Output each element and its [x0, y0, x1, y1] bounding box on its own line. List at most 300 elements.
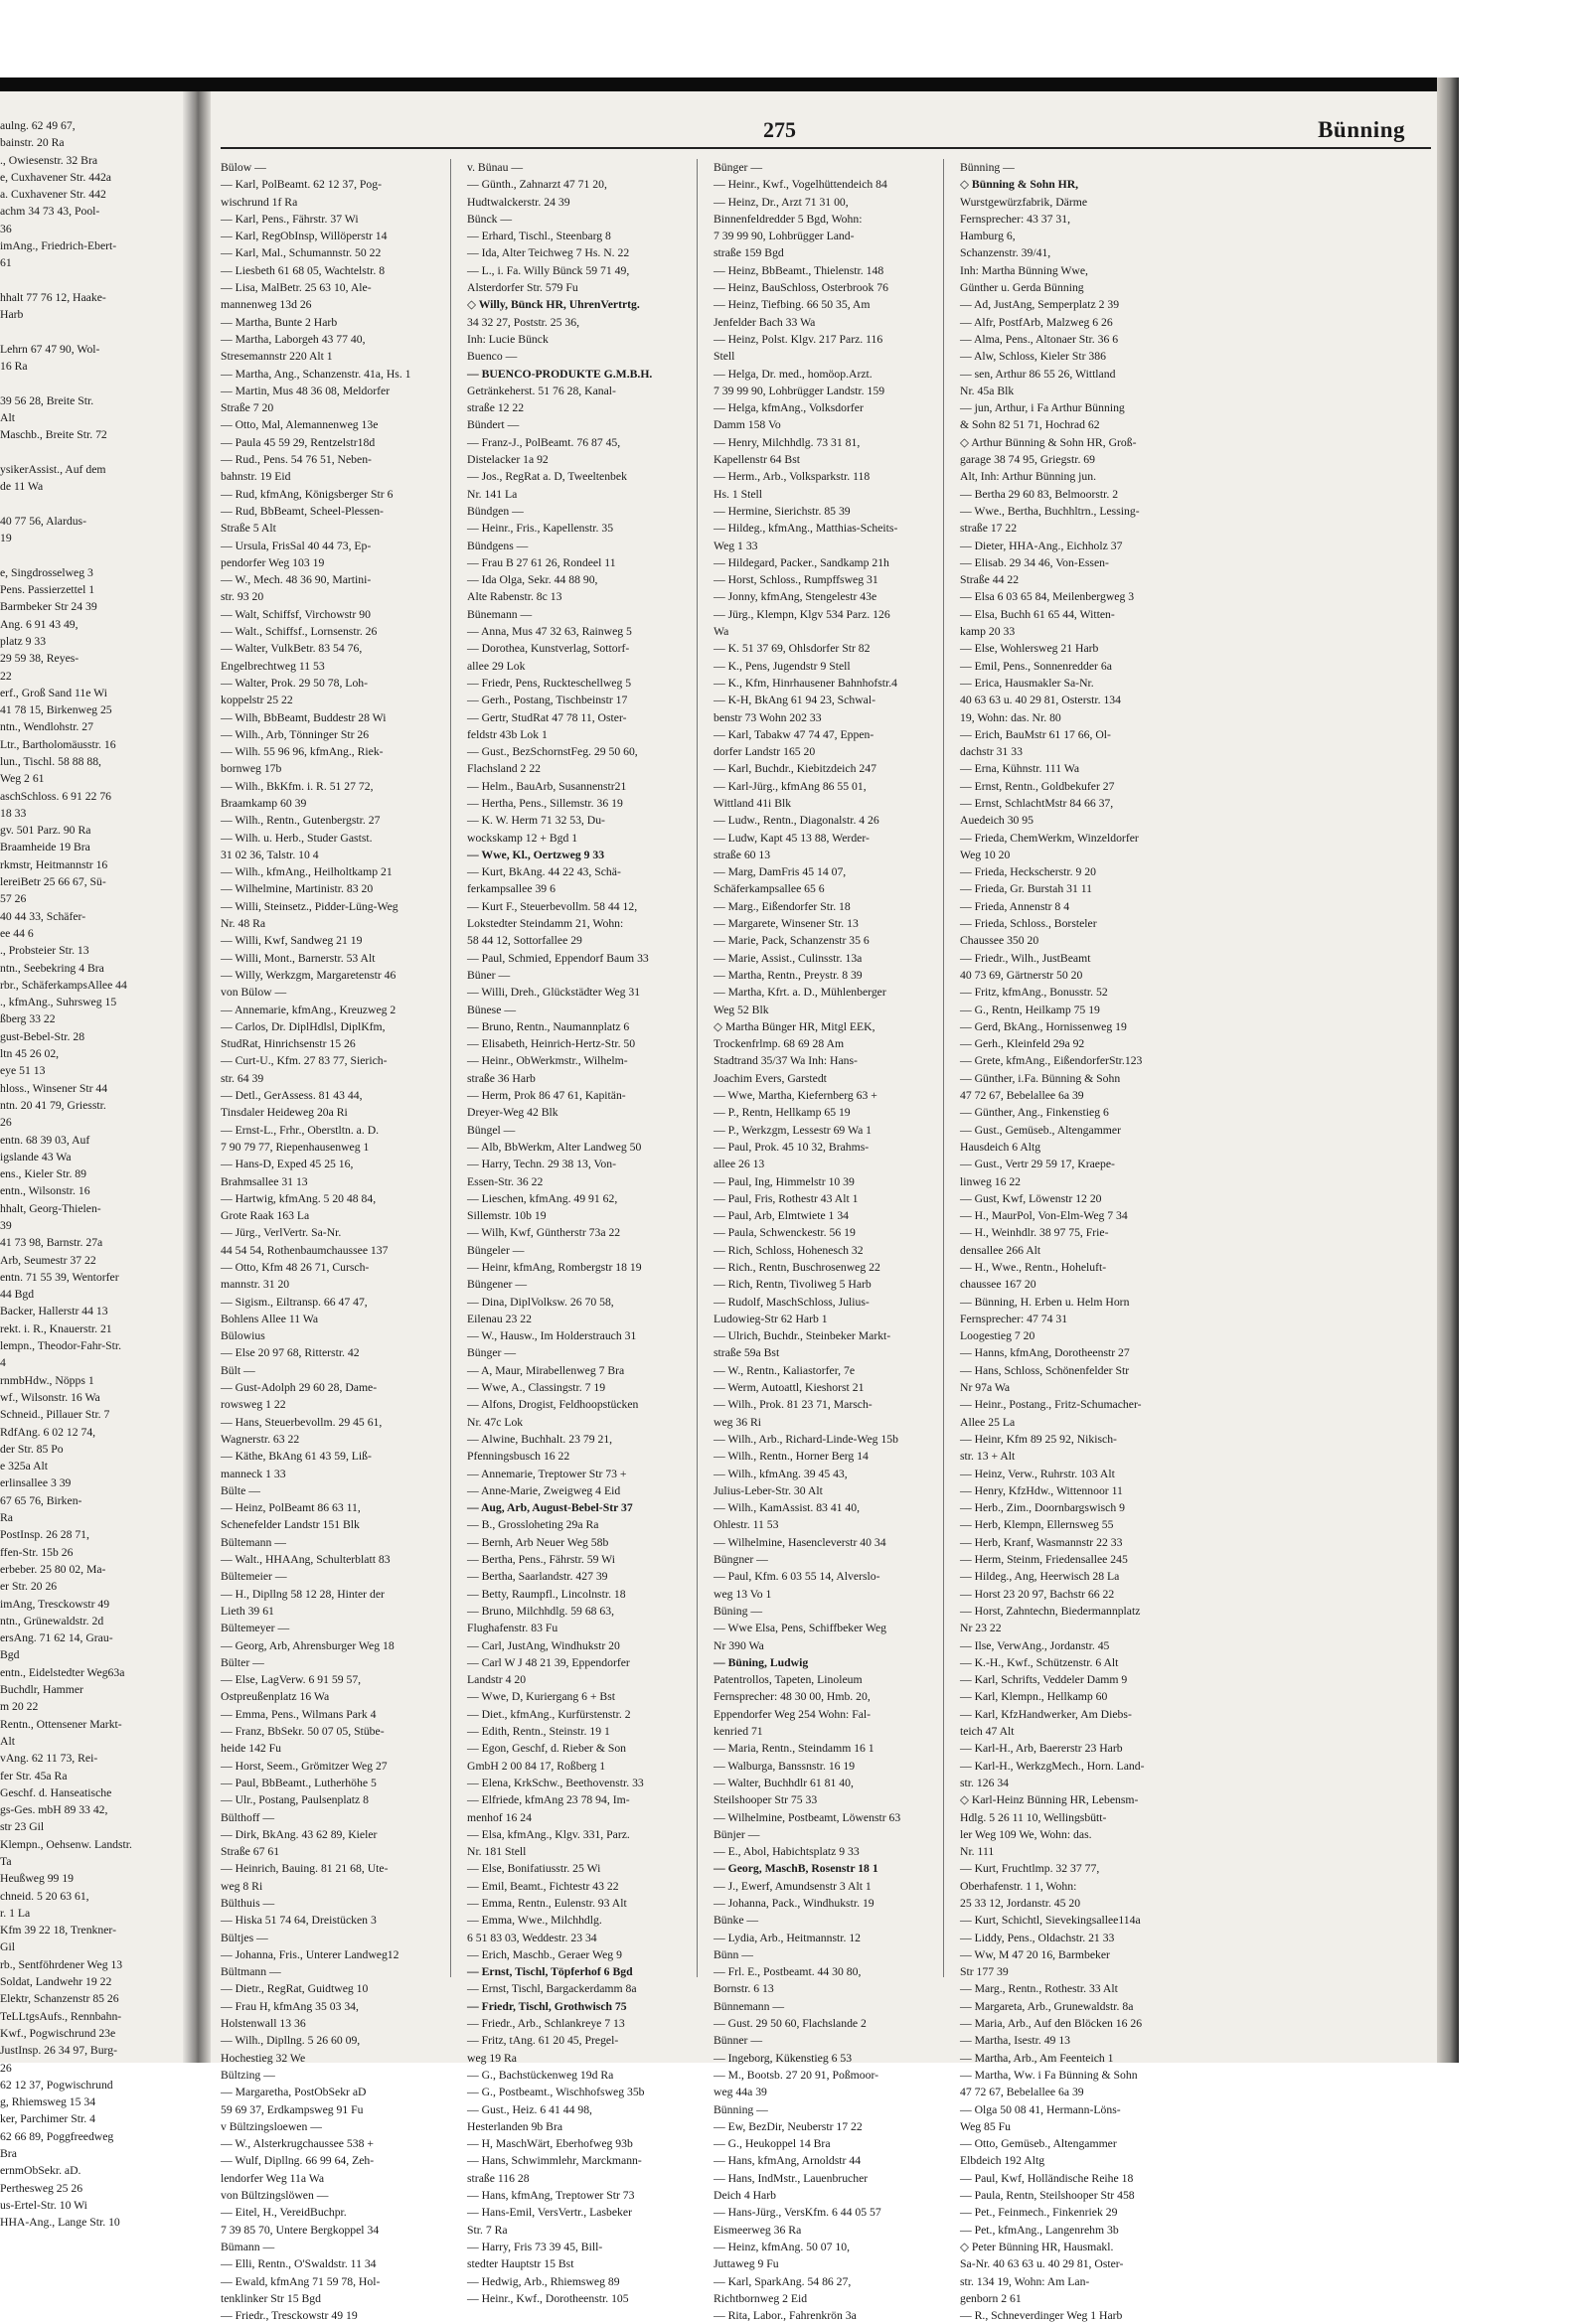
directory-entry-line: — Bünning, H. Erben u. Helm Horn — [960, 1295, 1130, 1309]
directory-entry-line: — Elli, Rentn., O'Swaldstr. 11 34 — [221, 2257, 377, 2271]
directory-entry-line: pendorfer Weg 103 19 — [221, 555, 325, 569]
directory-entry-line: — Willi, Dreh., Glückstädter Weg 31 — [467, 986, 641, 1000]
directory-entry-line: — Elsa 6 03 65 84, Meilenbergweg 3 — [960, 590, 1135, 604]
left-page-line: 19 — [0, 532, 12, 545]
directory-entry-line: allee 26 13 — [714, 1158, 765, 1171]
left-page-line: ernmObSekr. aD. — [0, 2164, 81, 2178]
directory-entry-line: — Hiska 51 74 64, Dreistücken 3 — [221, 1914, 377, 1928]
directory-entry-line: — Hans, Schloss, Schönenfelder Str — [960, 1363, 1130, 1377]
left-page-line: aulng. 62 49 67, — [0, 119, 76, 132]
directory-entry-line: — Ludw, Kapt 45 13 88, Werder- — [714, 831, 870, 845]
directory-entry-line: ◇ Willy, Bünck HR, UhrenVertrtg. — [467, 298, 640, 312]
directory-entry-line: — Lydia, Arb., Heitmannstr. 12 — [714, 1931, 862, 1944]
directory-entry-line: — Willi, Steinsetz., Pidder-Lüng-Weg — [221, 899, 398, 913]
directory-entry-line: 25 33 12, Jordanstr. 45 20 — [960, 1896, 1081, 1910]
directory-entry-line: — Alwine, Buchhalt. 23 79 21, — [467, 1432, 613, 1446]
directory-entry-line: — Hedwig, Arb., Rhiemsweg 89 — [467, 2274, 620, 2288]
left-page-line: ntn., Grünewaldstr. 2d — [0, 1614, 104, 1627]
directory-entry-line: Richtbornweg 2 Eid — [714, 2291, 808, 2305]
directory-entry-line: — Alb, BbWerkm, Alter Landweg 50 — [467, 1140, 642, 1154]
directory-entry-line: — Walter, Prok. 29 50 78, Loh- — [221, 676, 369, 690]
left-page-line: e 325a Alt — [0, 1460, 49, 1473]
directory-entry-line: garage 38 74 95, Griegstr. 69 — [960, 453, 1095, 467]
directory-entry-line: — Wilhelmine, Hasencleverstr 40 34 — [714, 1535, 886, 1549]
directory-entry-line: Oberhafenstr. 1 1, Wohn: — [960, 1879, 1077, 1893]
directory-entry-line: — Henry, Milchhdlg. 73 31 81, — [714, 435, 861, 449]
left-page-line: platz 9 33 — [0, 634, 47, 648]
directory-entry-line: Hdlg. 5 26 11 10, Wellingsbütt- — [960, 1810, 1107, 1824]
directory-entry-line: Nr. 45a Blk — [960, 384, 1015, 397]
directory-entry-line: — Martha, Arb., Am Feenteich 1 — [960, 2051, 1114, 2065]
directory-entry-line: — Wilhelmine, Postbeamt, Löwenstr 63 — [714, 1810, 901, 1824]
directory-entry-line: Weg 10 20 — [960, 848, 1011, 861]
directory-entry-line: — Büning, Ludwig — [714, 1655, 809, 1669]
directory-entry-line: — Gerd, BkAng., Hornissenweg 19 — [960, 1019, 1127, 1033]
directory-entry-line: — Gust, Kwf, Löwenstr 12 20 — [960, 1191, 1102, 1205]
left-page-line: bainstr. 20 Ra — [0, 136, 65, 150]
left-page-line: 22 — [0, 669, 12, 683]
directory-entry-line: — Karl-H., Arb, Baererstr 23 Harb — [960, 1742, 1123, 1756]
directory-entry-line: — Else 20 97 68, Ritterstr. 42 — [221, 1346, 360, 1360]
directory-entry-line: Lokstedter Steindamm 21, Wohn: — [467, 917, 624, 931]
directory-entry-line: — Bruno, Milchhdlg. 59 68 63, — [467, 1604, 615, 1618]
directory-entry-line: — Erhard, Tischl., Steenbarg 8 — [467, 230, 611, 243]
directory-entry-line: — Annemarie, kfmAng., Kreuzweg 2 — [221, 1003, 397, 1016]
directory-entry-line: — Paula, Rentn, Steilshooper Str 458 — [960, 2189, 1135, 2203]
left-page-line: 29 59 38, Reyes- — [0, 652, 80, 666]
directory-entry-line: Nr 97a Wa — [960, 1381, 1011, 1395]
left-page-line: 41 73 98, Barnstr. 27a — [0, 1236, 103, 1250]
directory-entry-line: str. 126 34 — [960, 1776, 1010, 1789]
left-page-line: Rentn., Ottensener Markt- — [0, 1717, 122, 1731]
left-page-line: rekt. i. R., Knauerstr. 21 — [0, 1321, 112, 1335]
directory-entry-line: — Curt-U., Kfm. 27 83 77, Sierich- — [221, 1054, 388, 1068]
left-page-line: de 11 Wa — [0, 480, 44, 494]
directory-entry-line: — B., Grossloheting 29a Ra — [467, 1518, 599, 1532]
directory-entry-line: — Detl., GerAssess. 81 43 44, — [221, 1089, 363, 1103]
directory-entry-line: — Anna, Mus 47 32 63, Rainweg 5 — [467, 625, 632, 639]
directory-entry-line: — Annemarie, Treptower Str 73 + — [467, 1467, 627, 1480]
directory-entry-line: — Emil, Pens., Sonnenredder 6a — [960, 659, 1112, 673]
directory-entry-line: — Elsa, kfmAng., Klgv. 331, Parz. — [467, 1827, 630, 1841]
left-page-line: Arb, Seumestr 37 22 — [0, 1253, 96, 1267]
directory-entry-line: — Horst 23 20 97, Bachstr 66 22 — [960, 1587, 1115, 1601]
directory-entry-line: dachstr 31 33 — [960, 745, 1023, 759]
directory-entry-line: — Helga, Dr. med., homöop.Arzt. — [714, 367, 873, 381]
directory-entry-line: — Dorothea, Kunstverlag, Sottorf- — [467, 642, 630, 656]
left-page-line: hhalt, Georg-Thielen- — [0, 1201, 101, 1215]
directory-entry-line: — R., Schneverdinger Weg 1 Harb — [960, 2309, 1123, 2323]
directory-entry-line: — Otto, Gemüseb., Altengammer — [960, 2137, 1117, 2151]
left-page-line: g, Rhiemsweg 15 34 — [0, 2095, 96, 2109]
directory-entry-line: genborn 2 61 — [960, 2291, 1022, 2305]
directory-entry-line: — Hanns, kfmAng, Dorotheenstr 27 — [960, 1346, 1130, 1360]
left-page-line: ens., Kieler Str. 89 — [0, 1167, 86, 1181]
left-page-line: 61 — [0, 256, 12, 270]
directory-entry-line: — Karl, Tabakw 47 74 47, Eppen- — [714, 727, 874, 741]
directory-entry-line: — Bertha 29 60 83, Belmoorstr. 2 — [960, 487, 1119, 501]
directory-entry-line: Bülthuis — — [221, 1896, 275, 1910]
directory-entry-line: Bültmann — — [221, 1965, 281, 1979]
directory-entry-line: — Wwe, Martha, Kiefernberg 63 + — [714, 1089, 877, 1103]
directory-entry-line: Bünke — — [714, 1914, 759, 1928]
directory-entry-line: — Elena, KrkSchw., Beethovenstr. 33 — [467, 1776, 644, 1789]
directory-entry-line: — Rita, Labor., Fahrenkrön 3a — [714, 2309, 857, 2323]
left-page-line: 40 44 33, Schäfer- — [0, 909, 86, 923]
directory-entry-line: — Dina, DiplVolksw. 26 70 58, — [467, 1295, 614, 1309]
directory-entry-line: Straße 44 22 — [960, 573, 1020, 587]
directory-entry-line: — Heinr, kfmAng, Rombergstr 18 19 — [467, 1261, 642, 1274]
directory-entry-line: — Wilh., kfmAng., Heilholtkamp 21 — [221, 865, 393, 879]
left-page-line: 40 77 56, Alardus- — [0, 514, 86, 528]
left-page-line: Kfm 39 22 18, Trenkner- — [0, 1924, 116, 1937]
directory-entry-line: — Karl-H., WerkzgMech., Horn. Land- — [960, 1759, 1145, 1773]
left-page-line: ffen-Str. 15b 26 — [0, 1545, 74, 1559]
directory-entry-line: — Willi, Kwf, Sandweg 21 19 — [221, 934, 363, 948]
directory-entry-line: — Paul, Ing, Himmelstr 10 39 — [714, 1174, 855, 1188]
left-page-line: erlinsallee 3 39 — [0, 1476, 72, 1490]
directory-entry-line: — K., Pens, Jugendstr 9 Stell — [714, 659, 851, 673]
directory-entry-line: — Heinrich, Bauing. 81 21 68, Ute- — [221, 1862, 389, 1876]
directory-entry-line: 34 32 27, Poststr. 25 36, — [467, 315, 579, 329]
directory-entry-line: 40 63 63 u. 40 29 81, Osterstr. 134 — [960, 694, 1121, 707]
directory-entry-line: Bülte — — [221, 1483, 260, 1497]
directory-entry-line: — Gust., Gemüseb., Altengammer — [960, 1123, 1121, 1137]
left-page-line: gs-Ges. mbH 89 33 42, — [0, 1803, 108, 1817]
left-page-line — [0, 496, 185, 513]
directory-entry-line: — Franz, BbSekr. 50 07 05, Stübe- — [221, 1725, 385, 1739]
directory-entry-line: kamp 20 33 — [960, 625, 1016, 639]
directory-entry-line: — Ursula, FrisSal 40 44 73, Ep- — [221, 539, 372, 552]
directory-entry-line: — Else, Bonifatiusstr. 25 Wi — [467, 1862, 601, 1876]
directory-entry-line: — Otto, Mal, Alemannenweg 13e — [221, 418, 379, 432]
directory-entry-line: Landstr 4 20 — [467, 1673, 527, 1687]
directory-entry-line: — Wilh, BbBeamt, Buddestr 28 Wi — [221, 710, 387, 724]
directory-entry-line: Alt, Inh: Arthur Bünning jun. — [960, 470, 1097, 484]
directory-entry-line: — G., Postbeamt., Wischhofsweg 35b — [467, 2086, 645, 2099]
left-page-line: ker, Parchimer Str. 4 — [0, 2112, 95, 2126]
book-gutter — [183, 91, 211, 2063]
left-page-line: entn. 71 55 39, Wentorfer — [0, 1270, 119, 1284]
directory-entry-line: Eismeerweg 36 Ra — [714, 2223, 802, 2237]
directory-entry-line: — Karl, Klempn., Hellkamp 60 — [960, 1690, 1108, 1704]
directory-entry-line: — W., Alsterkrugchaussee 538 + — [221, 2137, 374, 2151]
directory-entry-line: Stell — [714, 350, 735, 364]
directory-entry-line: — Anne-Marie, Zweigweg 4 Eid — [467, 1483, 621, 1497]
directory-entry-line: — Emma, Wwe., Milchhdlg. — [467, 1914, 602, 1928]
left-page-line: entn., Wilsonstr. 16 — [0, 1184, 90, 1198]
directory-entry-line: — Olga 50 08 41, Hermann-Löns- — [960, 2102, 1121, 2116]
directory-entry-line: — Emil, Beamt., Fichtestr 43 22 — [467, 1879, 619, 1893]
left-page-line: Schneid., Pillauer Str. 7 — [0, 1408, 110, 1422]
directory-entry-line: Weg 85 Fu — [960, 2119, 1012, 2133]
directory-entry-line: — Bertha, Pens., Fährstr. 59 Wi — [467, 1553, 615, 1567]
left-page-line: ntn., Seebekring 4 Bra — [0, 961, 104, 975]
directory-entry-line: — Helm., BauArb, Susannenstr21 — [467, 779, 627, 793]
directory-entry-line: Bültemeier — — [221, 1570, 287, 1584]
directory-entry-line: — Hans, kfmAng, Arnoldstr 44 — [714, 2154, 862, 2168]
left-page-line: igslande 43 Wa — [0, 1150, 72, 1163]
directory-entry-line: — Rich, Schloss, Hohenesch 32 — [714, 1243, 864, 1257]
left-page-line: lun., Tischl. 58 88 88, — [0, 754, 101, 768]
directory-entry-line: — Hans-Emil, VersVertr., Lasbeker — [467, 2206, 632, 2220]
directory-entry-line: — Jürg., VerlVertr. Sa-Nr. — [221, 1226, 342, 1240]
directory-entry-line: Schenefelder Landstr 151 Blk — [221, 1518, 360, 1532]
directory-entry-line: — L., i. Fa. Willy Bünck 59 71 49, — [467, 263, 630, 277]
left-page-line: Backer, Hallerstr 44 13 — [0, 1305, 108, 1318]
left-page-line: Elektr, Schanzenstr 85 26 — [0, 1992, 119, 2006]
directory-entry-line: — Wilh., Rentn., Gutenbergstr. 27 — [221, 814, 381, 828]
directory-entry-line: — Willy, Werkzgm, Margaretenstr 46 — [221, 968, 397, 982]
directory-entry-line: wockskamp 12 + Bgd 1 — [467, 831, 578, 845]
directory-entry-line: manneck 1 33 — [221, 1467, 286, 1480]
left-page-line: Buchdlr, Hammer — [0, 1683, 83, 1697]
directory-entry-line: — Martha, Bunte 2 Harb — [221, 315, 338, 329]
left-page-line: achm 34 73 43, Pool- — [0, 205, 100, 219]
left-page-line: lereiBetr 25 66 67, Sü- — [0, 875, 106, 889]
directory-entry-line: Büning — — [714, 1604, 763, 1618]
directory-entry-line: — sen, Arthur 86 55 26, Wittland — [960, 367, 1116, 381]
directory-entry-line: — W., Mech. 48 36 90, Martini- — [221, 573, 372, 587]
directory-entry-line: — Werm, Autoattl, Kieshorst 21 — [714, 1381, 865, 1395]
directory-entry-line: — Friedr., Wilh., JustBeamt — [960, 951, 1091, 965]
directory-entry-line: — Heinr., Kwf., Dorotheenstr. 105 — [467, 2291, 629, 2305]
directory-entry-line: 44 54 54, Rothenbaumchaussee 137 — [221, 1243, 389, 1257]
directory-entry-line: — Hermine, Sierichstr. 85 39 — [714, 504, 851, 518]
directory-entry-line: ◇ Bünning & Sohn HR, — [960, 178, 1079, 192]
directory-entry-line: Bündgens — — [467, 539, 529, 552]
directory-entry-line: — Harry, Techn. 29 38 13, Von- — [467, 1158, 617, 1171]
directory-entry-line: — Horst, Seem., Grömitzer Weg 27 — [221, 1759, 388, 1773]
directory-entry-line: — J., Ewerf, Amundsenstr 3 Alt 1 — [714, 1879, 872, 1893]
directory-entry-line: — Ernst, Tischl, Bargackerdamm 8a — [467, 1982, 637, 1996]
directory-entry-line: Bülthoff — — [221, 1810, 275, 1824]
directory-entry-line: Straße 5 Alt — [221, 522, 276, 536]
directory-entry-line: — Betty, Raumpfl., Lincolnstr. 18 — [467, 1587, 626, 1601]
left-page-line: 67 65 76, Birken- — [0, 1493, 82, 1507]
directory-entry-line: Bültemann — — [221, 1535, 286, 1549]
directory-entry-line: — Paul, Kwf, Holländische Reihe 18 — [960, 2171, 1134, 2185]
directory-entry-line: Bünn — — [714, 1947, 753, 1961]
left-page-line: Ltr., Bartholomäusstr. 16 — [0, 737, 116, 751]
directory-entry-line: — Paul, Kfm. 6 03 55 14, Alverslo- — [714, 1570, 880, 1584]
directory-entry-line: Büngner — — [714, 1553, 768, 1567]
left-page-line: Braamheide 19 Bra — [0, 841, 90, 854]
directory-entry-line: — Ernst, Tischl, Töpferhof 6 Bgd — [467, 1965, 633, 1979]
directory-entry-line: — Hildeg., Ang, Heerwisch 28 La — [960, 1570, 1120, 1584]
left-page-line: 39 — [0, 1219, 12, 1232]
directory-entry-line: bahnstr. 19 Eid — [221, 470, 291, 484]
directory-entry-line: Büngeler — — [467, 1243, 525, 1257]
directory-entry-line: Bohlens Allee 11 Wa — [221, 1312, 319, 1325]
directory-entry-line: — Lisa, MalBetr. 25 63 10, Ale- — [221, 281, 372, 295]
directory-entry-line: — Friedr, Tischl, Grothwisch 75 — [467, 1999, 627, 2013]
directory-entry-line: straße 17 22 — [960, 522, 1018, 536]
left-page-line: ysikerAssist., Auf dem — [0, 462, 106, 476]
directory-entry-line: Essen-Str. 36 22 — [467, 1174, 544, 1188]
directory-entry-line: — Friedr, Pens, Ruckteschellweg 5 — [467, 676, 632, 690]
directory-entry-line: — Helga, kfmAng., Volksdorfer — [714, 401, 864, 415]
directory-entry-line: — G., Bachstückenweg 19d Ra — [467, 2068, 614, 2082]
directory-entry-line: — Karl, Buchdr., Kiebitzdeich 247 — [714, 762, 876, 776]
directory-entry-line: — Willi, Mont., Barnerstr. 53 Alt — [221, 951, 376, 965]
directory-entry-line: Flachsland 2 22 — [467, 762, 542, 776]
directory-entry-line: — Dirk, BkAng. 43 62 89, Kieler — [221, 1827, 378, 1841]
directory-entry-line: Büngener — — [467, 1278, 528, 1292]
directory-entry-line: — K. 51 37 69, Ohlsdorfer Str 82 — [714, 642, 871, 656]
directory-entry-line: Fernsprecher: 43 37 31, — [960, 212, 1071, 226]
directory-entry-line: — Walt., HHAAng, Schulterblatt 83 — [221, 1553, 391, 1567]
directory-entry-line: Engelbrechtweg 11 53 — [221, 659, 325, 673]
directory-entry-line: — Henry, KfzHdw., Wittennoor 11 — [960, 1483, 1123, 1497]
directory-entry-line: Inh: Lucie Bünck — [467, 332, 549, 346]
left-page-line: entn. 68 39 03, Auf — [0, 1133, 90, 1147]
directory-entry-line: — Wilh, Kwf, Güntherstr 73a 22 — [467, 1226, 621, 1240]
column-rule — [697, 159, 698, 1977]
directory-entry-line: — Ilse, VerwAng., Jordanstr. 45 — [960, 1638, 1110, 1652]
directory-entry-line: — Paul, Fris, Rothestr 43 Alt 1 — [714, 1191, 859, 1205]
directory-entry-line: Wagnerstr. 63 22 — [221, 1432, 300, 1446]
left-page-line: Lehrn 67 47 90, Wol- — [0, 342, 100, 356]
directory-entry-line: — Wulf, Dipllng. 66 99 64, Zeh- — [221, 2154, 375, 2168]
directory-entry-line: — Wilh., KamAssist. 83 41 40, — [714, 1501, 861, 1515]
left-page-line: Perthesweg 25 26 — [0, 2181, 83, 2195]
directory-entry-line: Schäferkampsallee 65 6 — [714, 882, 825, 896]
directory-entry-line: Bünger — — [467, 1346, 517, 1360]
directory-entry-line: Nr. 181 Stell — [467, 1845, 527, 1859]
directory-entry-line: — Ernst-L., Frhr., Oberstltn. a. D. — [221, 1123, 380, 1137]
directory-entry-line: — Heinz, PolBeamt 86 63 11, — [221, 1501, 361, 1515]
directory-entry-line: — Kurt, Fruchtlmp. 32 37 77, — [960, 1862, 1100, 1876]
directory-entry-line: Deich 4 Harb — [714, 2189, 776, 2203]
directory-entry-line: GmbH 2 00 84 17, Roßberg 1 — [467, 1759, 606, 1773]
directory-entry-line: — P., Rentn, Hellkamp 65 19 — [714, 1106, 851, 1120]
left-page-line: ßberg 33 22 — [0, 1012, 56, 1026]
directory-entry-line: menhof 16 24 — [467, 1810, 532, 1824]
directory-entry-line: von Bültzingslöwen — — [221, 2189, 329, 2203]
directory-entry-line: — Walburga, Banssnstr. 16 19 — [714, 1759, 856, 1773]
directory-entry-line: straße 36 Harb — [467, 1071, 536, 1085]
directory-entry-line: 47 72 67, Bebelallee 6a 39 — [960, 1089, 1084, 1103]
left-page-line: str 23 Gil — [0, 1820, 45, 1834]
left-page-line: ee 44 6 — [0, 926, 34, 940]
directory-entry-line: Jenfelder Bach 33 Wa — [714, 315, 816, 329]
left-page-line: e, Cuxhavener Str. 442a — [0, 170, 111, 184]
directory-entry-line: feldstr 43b Lok 1 — [467, 727, 548, 741]
directory-entry-line: — Jürg., Klempn, Klgv 534 Parz. 126 — [714, 607, 890, 621]
directory-entry-line: — Wilh., Arb, Tönninger Str 26 — [221, 727, 370, 741]
directory-entry-line: — Rud., Pens. 54 76 51, Neben- — [221, 453, 372, 467]
directory-entry-line: — Paul, Schmied, Eppendorf Baum 33 — [467, 951, 649, 965]
left-page-line: Geschf. d. Hanseatische — [0, 1785, 112, 1799]
directory-entry-line: — A, Maur, Mirabellenweg 7 Bra — [467, 1363, 625, 1377]
directory-entry-line: — Margaretha, PostObSekr aD — [221, 2086, 367, 2099]
left-page-line: fer Str. 45a Ra — [0, 1769, 68, 1782]
directory-entry-line: Juttaweg 9 Fu — [714, 2257, 779, 2271]
directory-entry-line: — Wilh., Rentn., Horner Berg 14 — [714, 1450, 869, 1464]
directory-entry-line: — Hans, kfmAng, Treptower Str 73 — [467, 2189, 635, 2203]
left-page-line: 18 33 — [0, 806, 27, 820]
directory-entry-line: — Heinz, Tiefbing. 66 50 35, Am — [714, 298, 871, 312]
directory-entry-line: Wa — [714, 625, 729, 639]
directory-entry-line: Steilshooper Str 75 33 — [714, 1793, 818, 1807]
column-rule — [450, 159, 451, 1977]
directory-entry-line: — Jonny, kfmAng, Stengelestr 43e — [714, 590, 877, 604]
directory-entry-line: — Carl W J 48 21 39, Eppendorfer — [467, 1655, 630, 1669]
directory-entry-line: — Walt., Schiffsf., Lornsenstr. 26 — [221, 625, 378, 639]
left-page-line: vAng. 62 11 73, Rei- — [0, 1752, 98, 1766]
directory-entry-line: Lieth 39 61 — [221, 1604, 274, 1618]
directory-entry-line: Ohlestr. 11 53 — [714, 1518, 779, 1532]
directory-entry-line: Patentrollos, Tapeten, Linoleum — [714, 1673, 863, 1687]
directory-entry-line: Büngel — — [467, 1123, 516, 1137]
directory-entry-line: Getränkeherst. 51 76 28, Kanal- — [467, 384, 616, 397]
directory-entry-line: Braamkamp 60 39 — [221, 796, 307, 810]
directory-entry-line: — Herm, Steinm, Friedensallee 245 — [960, 1553, 1128, 1567]
left-page-line: Weg 2 61 — [0, 772, 45, 786]
directory-entry-line: Tinsdaler Heideweg 20a Ri — [221, 1106, 348, 1120]
directory-entry-line: ◇ Peter Bünning HR, Hausmakl. — [960, 2240, 1114, 2253]
directory-entry-line: 58 44 12, Sottorfallee 29 — [467, 934, 582, 948]
directory-entry-line: — Dieter, HHA-Ang., Eichholz 37 — [960, 539, 1123, 552]
left-page-line: lempn., Theodor-Fahr-Str. — [0, 1339, 122, 1353]
left-page-line: Bra — [0, 2147, 17, 2161]
left-page-line: er Str. 20 26 — [0, 1580, 58, 1594]
left-page-line: 62 12 37, Pogwischrund — [0, 2078, 113, 2092]
left-page-line: Ta — [0, 1854, 12, 1868]
directory-entry-line: — Bernh, Arb Neuer Weg 58b — [467, 1535, 609, 1549]
directory-entry-line: Eilenau 23 22 — [467, 1312, 532, 1325]
left-page-line: aschSchloss. 6 91 22 76 — [0, 789, 112, 803]
directory-entry-line: weg 13 Vo 1 — [714, 1587, 772, 1601]
directory-entry-line: — Else, Wohlersweg 21 Harb — [960, 642, 1099, 656]
directory-entry-line: — Diet., kfmAng., Kurfürstenstr. 2 — [467, 1707, 631, 1721]
left-page-line: 57 26 — [0, 892, 27, 906]
directory-entry-line: — Alma, Pens., Altonaer Str. 36 6 — [960, 332, 1119, 346]
directory-entry-line: heide 142 Fu — [221, 1742, 282, 1756]
directory-entry-line: — K-H, BkAng 61 94 23, Schwal- — [714, 694, 875, 707]
left-page-line — [0, 546, 185, 563]
directory-entry-line: — Pet., Feinmech., Finkenriek 29 — [960, 2206, 1118, 2220]
left-page-line: RdfAng. 6 02 12 74, — [0, 1425, 96, 1439]
directory-entry-line: stedter Hauptstr 15 Bst — [467, 2257, 574, 2271]
directory-entry-line: — Harry, Fris 73 39 45, Bill- — [467, 2240, 603, 2253]
directory-entry-line: ler Weg 109 We, Wohn: das. — [960, 1827, 1092, 1841]
directory-entry-line: 31 02 36, Talstr. 10 4 — [221, 848, 319, 861]
directory-entry-line: — Johanna, Fris., Unterer Landweg12 — [221, 1947, 399, 1961]
left-page-line — [0, 444, 185, 461]
directory-entry-line: chaussee 167 20 — [960, 1278, 1036, 1292]
directory-entry-line: — Eitel, H., VereidBuchpr. — [221, 2206, 347, 2220]
directory-entry-line: — Marg., Rentn., Rothestr. 33 Alt — [960, 1982, 1118, 1996]
directory-entry-line: straße 116 28 — [467, 2171, 530, 2185]
left-page-line: ntn. 20 41 79, Griesstr. — [0, 1098, 106, 1112]
directory-entry-line: — Marg, DamFris 45 14 07, — [714, 865, 847, 879]
directory-entry-line: — Heinr., Fris., Kapellenstr. 35 — [467, 522, 614, 536]
directory-entry-line: — Wwe, A., Classingstr. 7 19 — [467, 1381, 606, 1395]
left-page-line: Maschb., Breite Str. 72 — [0, 428, 107, 442]
directory-entry-line: Distelacker 1a 92 — [467, 453, 549, 467]
directory-entry-line: — Elisab. 29 34 46, Von-Essen- — [960, 555, 1109, 569]
directory-page — [221, 117, 1431, 2323]
directory-entry-line: Nr 390 Wa — [714, 1638, 764, 1652]
directory-entry-line: Pfenningsbusch 16 22 — [467, 1450, 570, 1464]
directory-entry-line: Hudtwalckerstr. 24 39 — [467, 195, 570, 209]
left-page-line: rnmbHdw., Nöpps 1 — [0, 1373, 94, 1387]
directory-entry-line: — Alw, Schloss, Kieler Str 386 — [960, 350, 1106, 364]
directory-entry-line: — Ernst, SchlachtMstr 84 66 37, — [960, 796, 1114, 810]
directory-entry-line: — Frau H, kfmAng 35 03 34, — [221, 1999, 359, 2013]
